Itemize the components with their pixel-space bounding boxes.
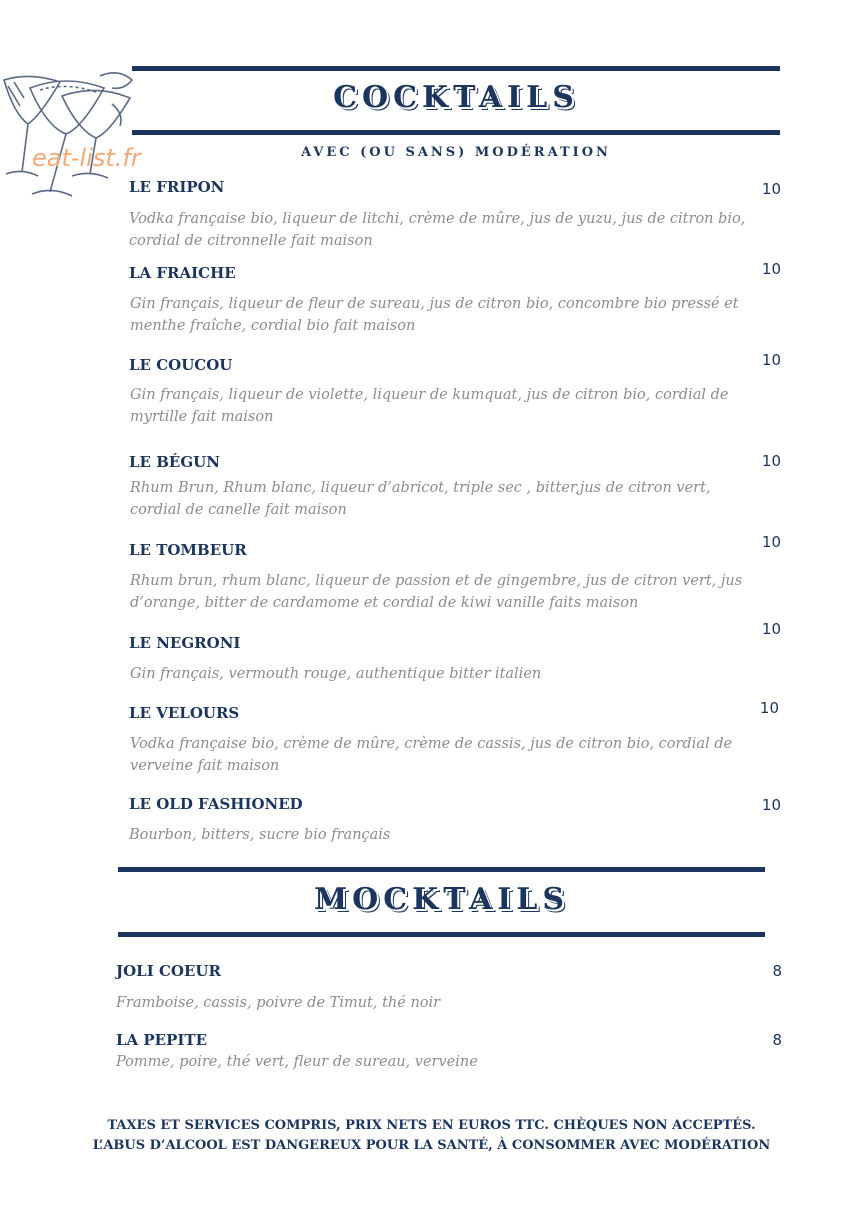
mocktails-title: MOCKTAILS bbox=[313, 882, 570, 917]
menu-item-description: Vodka française bio, crème de mûre, crème de cassis, jus de citron bio, cordial de verveine fait maison bbox=[130, 736, 733, 774]
menu-item-price: 10 bbox=[761, 180, 781, 198]
menu-item-description: Gin français, liqueur de fleur de sureau, jus de citron bio, concombre bio pressé et menthe fraîche, cordial bio fait maison bbox=[130, 296, 739, 334]
menu-item-description: Bourbon, bitters, sucre bio français bbox=[129, 827, 391, 843]
menu-item-name: LE COUCOU bbox=[129, 356, 233, 374]
mocktails-bottom-rule bbox=[118, 932, 765, 937]
menu-item-price: 10 bbox=[761, 533, 781, 551]
menu-item-price: 10 bbox=[761, 452, 781, 470]
watermark: eat-list.fr bbox=[32, 144, 141, 172]
footer-legal-line-1: TAXES ET SERVICES COMPRIS, PRIX NETS EN EUROS TTC. CHÈQUES NON ACCEPTÉS. bbox=[107, 1118, 756, 1133]
menu-item-price: 8 bbox=[772, 1031, 782, 1049]
menu-item-name: LE OLD FASHIONED bbox=[129, 795, 303, 813]
menu-item-name: LA FRAICHE bbox=[129, 264, 236, 282]
menu-item-description: Pomme, poire, thé vert, fleur de sureau, verveine bbox=[116, 1054, 478, 1070]
cocktails-top-rule bbox=[132, 66, 780, 71]
mocktails-top-rule bbox=[118, 867, 765, 872]
menu-item-price: 10 bbox=[759, 699, 779, 717]
menu-item-name: JOLI COEUR bbox=[116, 962, 221, 980]
menu-item-description: Framboise, cassis, poivre de Timut, thé noir bbox=[116, 995, 441, 1011]
menu-item-name: LE BÉGUN bbox=[129, 453, 220, 471]
cocktails-title: COCKTAILS bbox=[333, 80, 579, 115]
menu-item-name: LE FRIPON bbox=[129, 178, 225, 196]
menu-item-price: 8 bbox=[772, 962, 782, 980]
cocktails-subtitle: AVEC (OU SANS) MODÉRATION bbox=[301, 145, 611, 160]
menu-item-price: 10 bbox=[761, 260, 781, 278]
menu-item-description: Gin français, vermouth rouge, authentique bitter italien bbox=[130, 666, 542, 682]
menu-item-name: LA PEPITE bbox=[116, 1031, 208, 1049]
menu-item-name: LE VELOURS bbox=[129, 704, 240, 722]
menu-item-price: 10 bbox=[761, 796, 781, 814]
menu-item-description: Gin français, liqueur de violette, liqueur de kumquat, jus de citron bio, cordial de myrtille fait maison bbox=[130, 387, 729, 425]
footer-legal-line-2: L’ABUS D’ALCOOL EST DANGEREUX POUR LA SANTÉ, À CONSOMMER AVEC MODÉRATION bbox=[92, 1138, 771, 1153]
cocktail-glasses-illustration bbox=[0, 68, 140, 204]
menu-item-description: Rhum Brun, Rhum blanc, liqueur d’abricot, triple sec , bitter,jus de citron vert, cordial de canelle fait maison bbox=[130, 480, 711, 518]
cocktails-bottom-rule bbox=[132, 130, 780, 135]
menu-item-description: Rhum brun, rhum blanc, liqueur de passion et de gingembre, jus de citron vert, jus d’orange, bitter de cardamome et cordial de kiwi vanille faits maison bbox=[130, 573, 743, 611]
menu-item-price: 10 bbox=[761, 620, 781, 638]
menu-item-price: 10 bbox=[761, 351, 781, 369]
menu-item-description: Vodka française bio, liqueur de litchi, crème de mûre, jus de yuzu, jus de citron bio, cordial de citronnelle fait maison bbox=[129, 211, 746, 249]
menu-item-name: LE TOMBEUR bbox=[129, 541, 247, 559]
menu-item-name: LE NEGRONI bbox=[129, 634, 241, 652]
